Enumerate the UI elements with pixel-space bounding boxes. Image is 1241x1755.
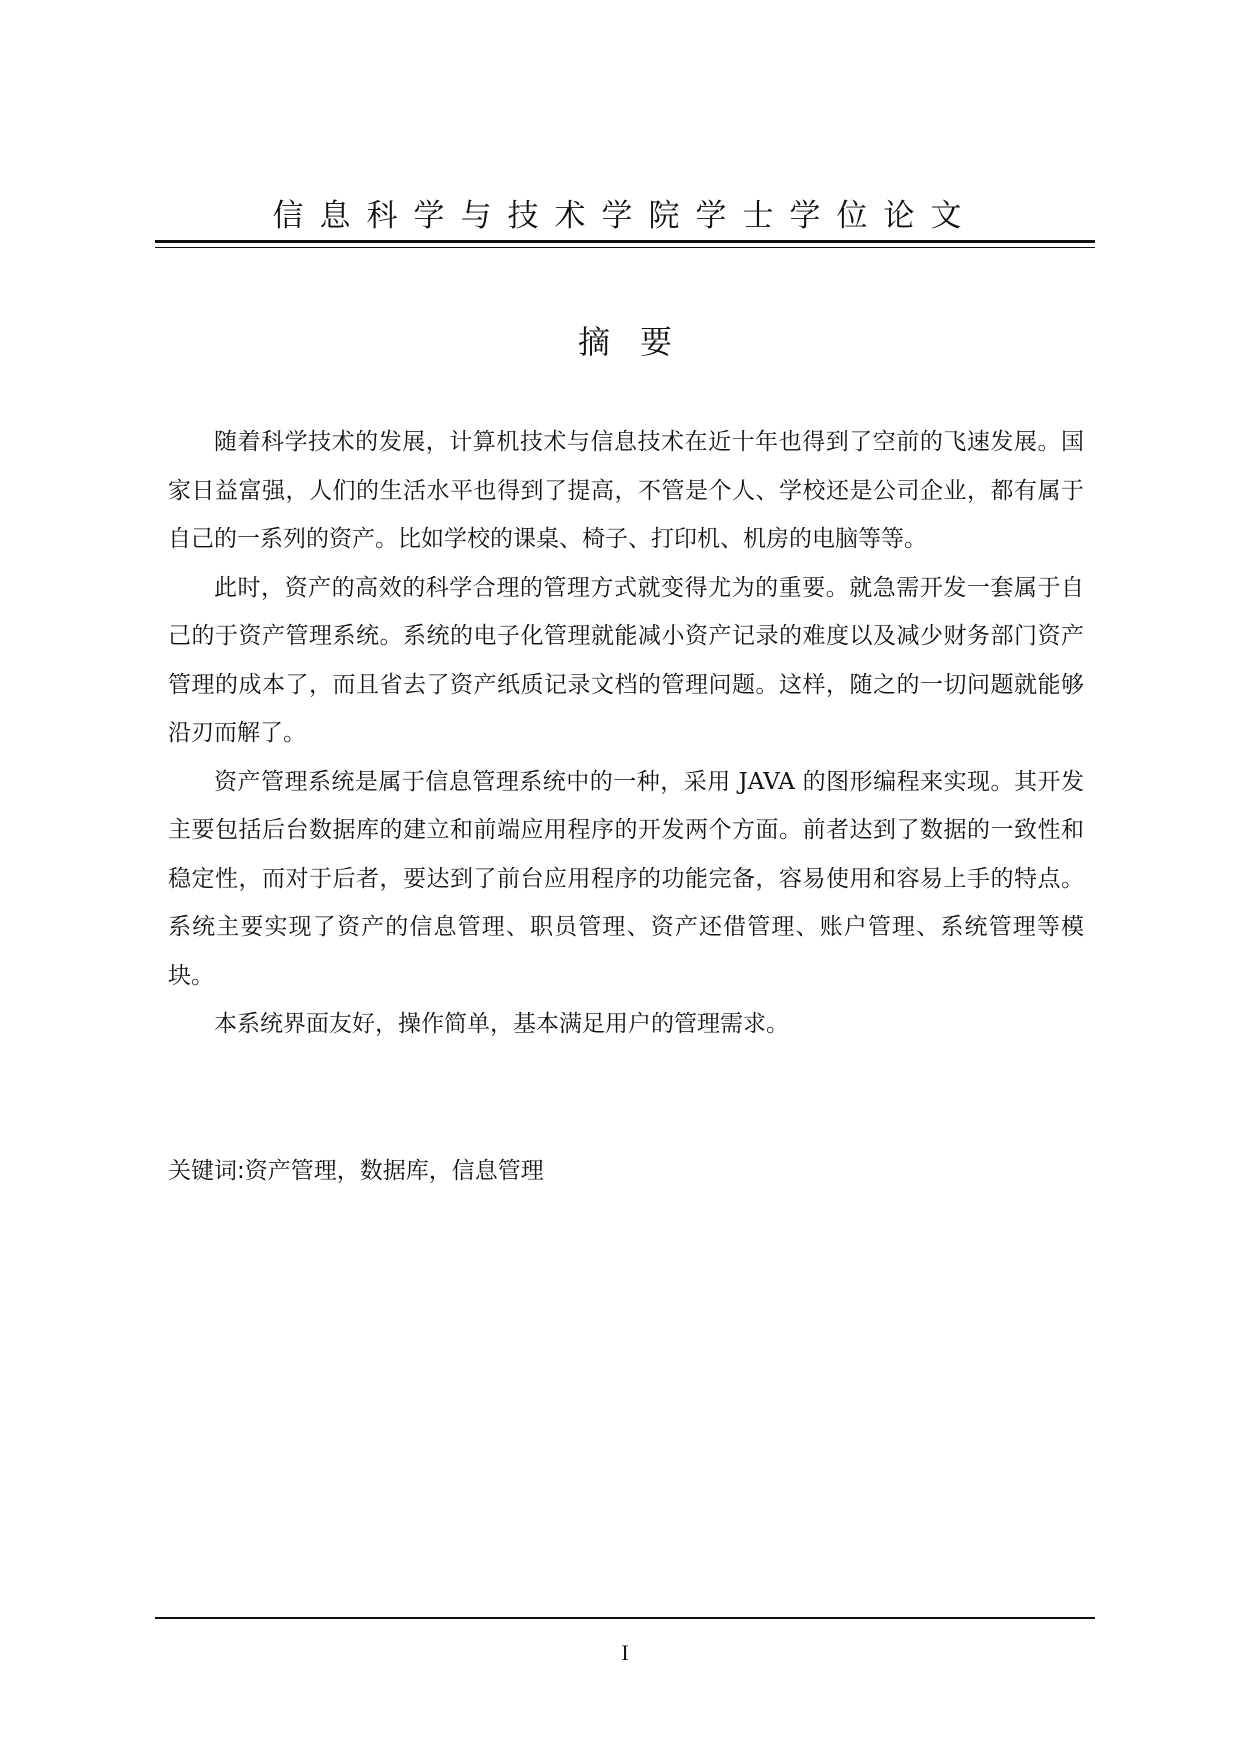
keywords-line [168,1151,1084,1191]
keywords-label: 关键词: [168,1158,245,1184]
abstract-paragraph: 随着科学技术的发展，计算机技术与信息技术在近十年也得到了空前的飞速发展。国家日益富强，人们的生活水平也得到了提高，不管是个人、学校还是公司企业，都有属于自己的一系列的资产。比如学校的课桌、椅子、打印机、机房的电脑等等。 [168,429,1084,552]
footer-rule [155,1617,1095,1619]
abstract-body [168,418,1084,1049]
header-rule-thick [155,240,1095,243]
running-header: 信息科学与技术学院学士学位论文 [272,198,978,234]
abstract-paragraph: 本系统界面友好，操作简单，基本满足用户的管理需求。 [214,1011,789,1037]
abstract-paragraph: 资产管理系统是属于信息管理系统中的一种，采用 JAVA 的图形编程来实现。其开发主要包括后台数据库的建立和前端应用程序的开发两个方面。前者达到了数据的一致性和稳定性，而对于后者，要达到了前台应用程序的功能完备，容易使用和容易上手的特点。系统主要实现了资产的信息管理、职员管理、资产还借管理、账户管理、系统管理等模块。 [168,768,1084,989]
page-number: I [621,1640,629,1665]
section-title: 摘要 [577,323,702,361]
abstract-paragraph: 此时，资产的高效的科学合理的管理方式就变得尤为的重要。就急需开发一套属于自己的于资产管理系统。系统的电子化管理就能减小资产记录的难度以及减少财务部门资产管理的成本了，而且省去了资产纸质记录文档的管理问题。这样，随之的一切问题就能够沿刃而解了。 [168,574,1084,746]
header-rule-thin [155,247,1095,248]
keywords-value: 资产管理，数据库，信息管理 [244,1158,544,1184]
